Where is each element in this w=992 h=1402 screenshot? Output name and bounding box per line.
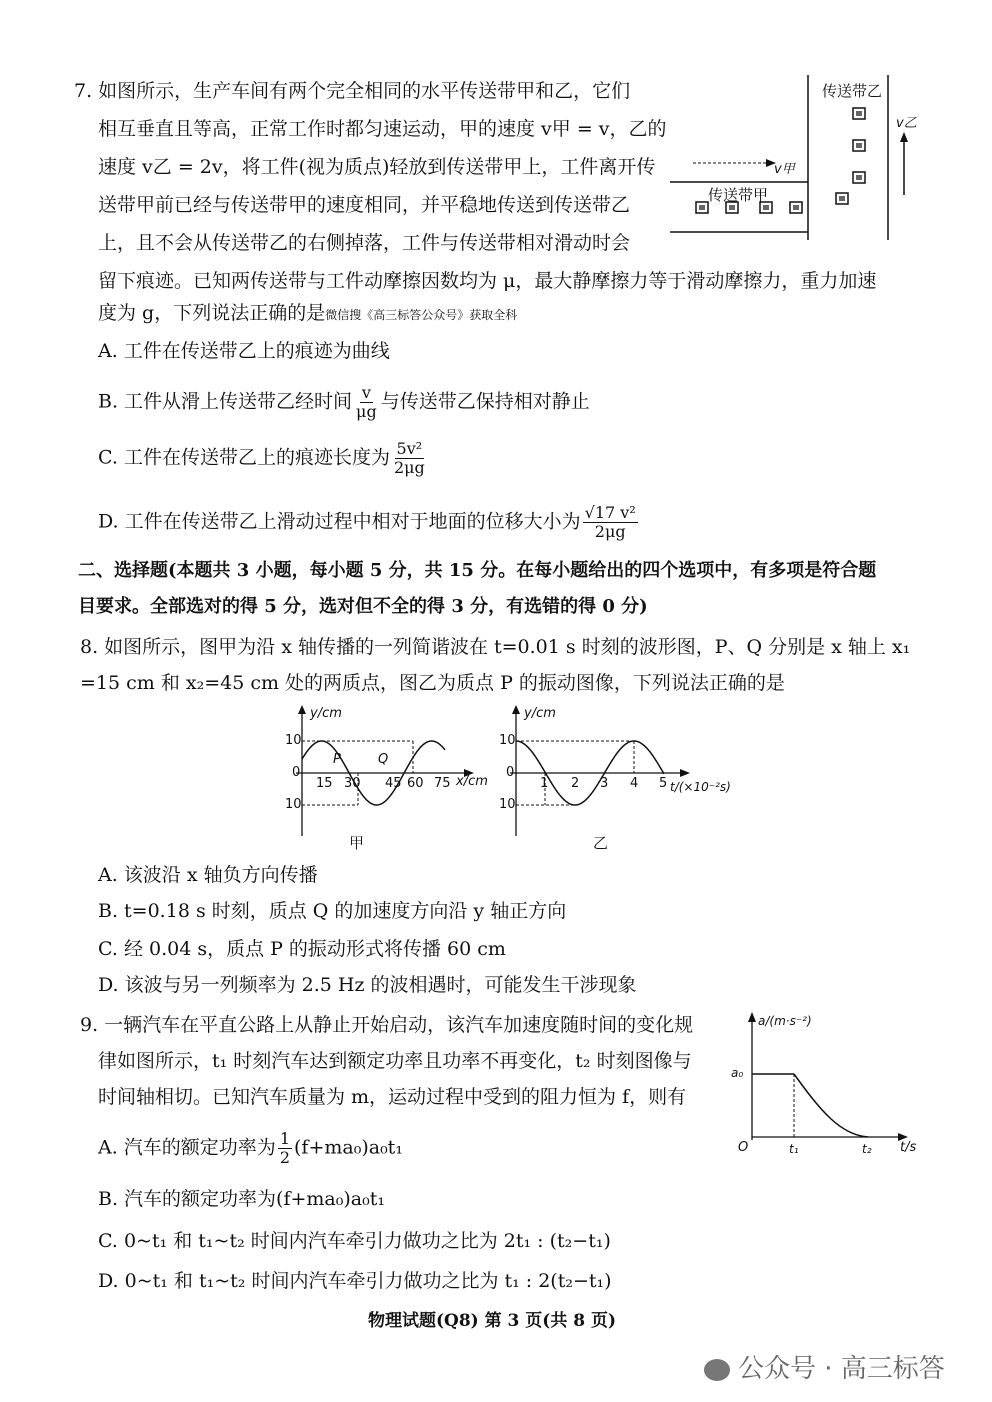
q7-option-c-text: C. 工件在传送带乙上的痕迹长度为	[98, 446, 390, 469]
fig-a-tick-75: 75	[434, 776, 451, 791]
fig-b-y-zero: 0	[506, 765, 515, 780]
q7-option-d-fraction	[583, 504, 638, 541]
v-a-label: v甲	[774, 162, 795, 177]
q8-option-c: C. 经 0.04 s，质点 P 的振动形式将传播 60 cm	[98, 938, 506, 960]
fig-a-tick-15: 15	[316, 776, 333, 791]
q7-option-c-fraction	[392, 440, 427, 477]
q9-fig-t2: t₂	[862, 1142, 872, 1156]
fig-a-y-bottom: 10	[285, 797, 302, 812]
q8-vibration-figure-b	[500, 704, 700, 844]
fig-b-tick-4: 4	[630, 776, 639, 791]
q7-option-b-text: B. 工件从滑上传送带乙经时间	[98, 390, 353, 413]
q8-line-1: 8. 如图所示，图甲为沿 x 轴传播的一列简谐波在 t=0.01 s 时刻的波形图，P、Q 分别是 x 轴上 x₁	[80, 636, 911, 658]
wechat-icon	[704, 1359, 730, 1381]
fraction-numerator: v	[361, 383, 371, 402]
q7-option-d-text: D. 工件在传送带乙上滑动过程中相对于地面的位移大小为	[98, 510, 581, 533]
point-q-label: Q	[378, 752, 389, 767]
q9-line-3: 时间轴相切。已知汽车质量为 m，运动过程中受到的阻力恒为 f，则有	[98, 1086, 687, 1108]
point-p-label: P	[333, 752, 341, 767]
fig-b-tick-3: 3	[600, 776, 609, 791]
q7-option-b-fraction	[354, 384, 379, 421]
q9-fig-a0: a₀	[731, 1066, 744, 1080]
fig-b-ylabel: y/cm	[524, 706, 556, 721]
q9-option-a-fraction	[278, 1130, 292, 1167]
fraction-numerator: 5v²	[396, 439, 423, 458]
q9-fig-ylabel: a/(m·s⁻²)	[758, 1014, 812, 1028]
q9-line-2: 律如图所示，t₁ 时刻汽车达到额定功率且功率不再变化，t₂ 时刻图像与	[98, 1050, 692, 1072]
fig-a-y-top: 10	[285, 733, 302, 748]
q7-option-a: A. 工件在传送带乙上的痕迹为曲线	[98, 340, 390, 362]
belt-a-label: 传送带甲	[708, 186, 769, 204]
q9-option-b: B. 汽车的额定功率为(f+ma₀)a₀t₁	[98, 1188, 385, 1210]
fig-a-tick-60: 60	[407, 776, 424, 791]
v-b-label: v乙	[896, 116, 917, 131]
q9-option-a	[98, 1130, 403, 1167]
q9-fig-origin: O	[738, 1140, 749, 1155]
fig-a-tick-30: 30	[344, 776, 361, 791]
q9-fig-t1: t₁	[789, 1142, 799, 1156]
q7-line-7-text: 度为 g，下列说法正确的是	[98, 302, 326, 324]
fraction-denominator: μg	[356, 402, 377, 421]
q7-option-b	[98, 384, 590, 421]
q8-option-b: B. t=0.18 s 时刻，质点 Q 的加速度方向沿 y 轴正方向	[98, 900, 567, 922]
q7-option-b-text-end: 与传送带乙保持相对静止	[380, 390, 590, 413]
fraction-denominator: 2μg	[393, 458, 425, 477]
fig-b-tick-1: 1	[540, 776, 549, 791]
q7-line-3: 速度 v乙 = 2v，将工件(视为质点)轻放到传送带甲上，工件离开传	[98, 156, 656, 178]
fig-b-y-top: 10	[499, 733, 516, 748]
q7-line-5: 上，且不会从传送带乙的右侧掉落，工件与传送带相对滑动时会	[98, 232, 631, 254]
q7-line-1: 7. 如图所示，生产车间有两个完全相同的水平传送带甲和乙，它们	[74, 80, 631, 102]
fraction-denominator: 2	[279, 1148, 290, 1167]
q7-option-d	[98, 504, 640, 541]
page-footer: 物理试题(Q8) 第 3 页(共 8 页)	[368, 1311, 617, 1331]
fig-b-tick-2: 2	[571, 776, 580, 791]
section-2-heading-line-1: 二、选择题(本题共 3 小题，每小题 5 分，共 15 分。在每小题给出的四个选项中，有多项是符合题	[78, 560, 877, 581]
wechat-watermark-text: 公众号 · 高三标答	[738, 1354, 945, 1384]
q9-fig-xlabel: t/s	[900, 1140, 917, 1155]
q7-option-c	[98, 440, 429, 477]
q9-option-a-text: A. 汽车的额定功率为	[98, 1136, 276, 1159]
fig-a-y-zero: 0	[292, 765, 301, 780]
q9-acceleration-figure	[740, 1010, 920, 1150]
fig-a-ylabel: y/cm	[310, 706, 342, 721]
q9-option-c: C. 0~t₁ 和 t₁~t₂ 时间内汽车牵引力做功之比为 2t₁ : (t₂−t₁)	[98, 1230, 611, 1252]
fig-a-xlabel: x/cm	[456, 774, 488, 789]
q7-line-6: 留下痕迹。已知两传送带与工件动摩擦因数均为 μ，最大静摩擦力等于滑动摩擦力，重力加速	[98, 270, 877, 292]
q9-option-a-text-end: (f+ma₀)a₀t₁	[294, 1136, 403, 1159]
fraction-numerator: √17 v²	[584, 503, 636, 522]
fraction-denominator: 2μg	[594, 522, 626, 541]
section-2-heading-line-2: 目要求。全部选对的得 5 分，选对但不全的得 3 分，有选错的得 0 分)	[78, 596, 648, 617]
fig-b-y-bottom: 10	[499, 797, 516, 812]
fig-b-xlabel: t/(×10⁻²s)	[670, 780, 731, 794]
q9-line-1: 9. 一辆汽车在平直公路上从静止开始启动，该汽车加速度随时间的变化规	[80, 1014, 694, 1036]
q7-line-4: 送带甲前已经与传送带甲的速度相同，并平稳地传送到传送带乙	[98, 194, 631, 216]
q7-line-7	[98, 300, 517, 328]
fraction-numerator: 1	[279, 1129, 290, 1148]
q9-option-d: D. 0~t₁ 和 t₁~t₂ 时间内汽车牵引力做功之比为 t₁ : 2(t₂−t₁)	[98, 1270, 612, 1292]
q8-option-a: A. 该波沿 x 轴负方向传播	[98, 864, 318, 886]
fig-a-tick-45: 45	[385, 776, 402, 791]
belt-b-label: 传送带乙	[822, 82, 883, 100]
fig-b-caption: 乙	[593, 834, 609, 852]
inline-watermark: 微信搜《高三标答公众号》获取全科	[325, 308, 518, 322]
q8-line-2: =15 cm 和 x₂=45 cm 处的两质点，图乙为质点 P 的振动图像，下列说法正确的是	[80, 672, 785, 694]
fig-a-caption: 甲	[349, 834, 365, 852]
fig-b-tick-5: 5	[659, 776, 668, 791]
q7-line-2: 相互垂直且等高，正常工作时都匀速运动，甲的速度 v甲 = v，乙的	[98, 118, 667, 140]
q8-option-d: D. 该波与另一列频率为 2.5 Hz 的波相遇时，可能发生干涉现象	[98, 974, 637, 996]
wechat-watermark	[704, 1348, 945, 1385]
